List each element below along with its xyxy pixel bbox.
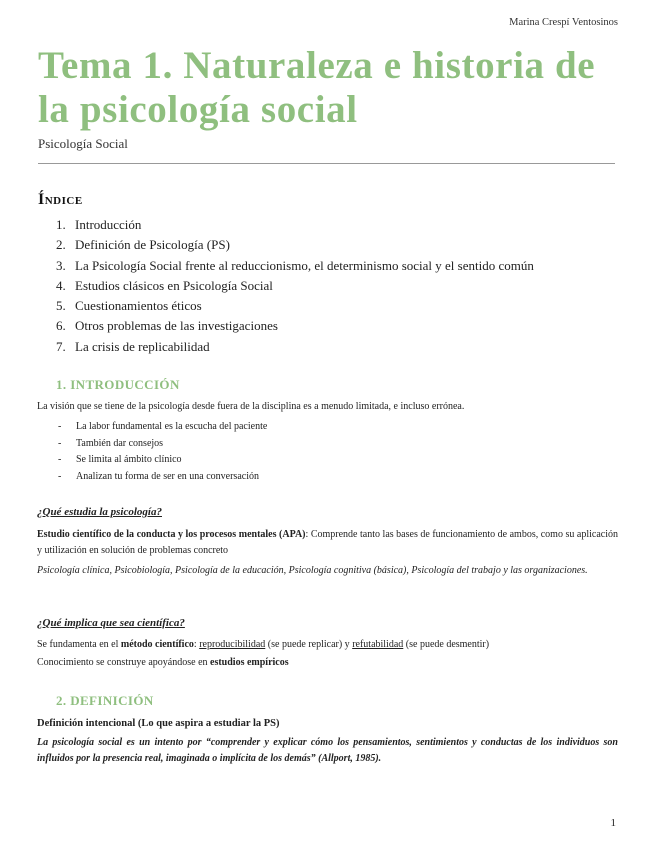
section-heading-definicion: 2. DEFINICIÓN <box>56 693 154 708</box>
index-item <box>56 256 534 276</box>
intro-paragraph: La visión que se tiene de la psicología desde fuera de la disciplina es a menudo limitada, e incluso errónea. <box>37 401 465 412</box>
definition-bold-term: Estudio científico de la conducta y los procesos mentales (APA) <box>37 529 306 540</box>
list-item-text: También dar consejos <box>76 437 164 449</box>
index-item <box>56 276 534 296</box>
list-item <box>58 452 267 469</box>
areas-paragraph: Psicología clínica, Psicobiología, Psicología de la educación, Psicología cognitiva (básica), Psicología del trabajo y las organizaciones. <box>37 565 588 576</box>
sci-text-e: (se puede replicar) y <box>265 639 353 650</box>
list-item-text: Analizan tu forma de ser en una conversación <box>76 470 259 482</box>
empirical-studies-term: estudios empíricos <box>210 657 289 668</box>
index-item-number: 1. <box>56 217 66 232</box>
index-item-label: La Psicología Social frente al reduccionismo, el determinismo social y el sentido común <box>75 257 534 273</box>
document-subtitle: Psicología Social <box>38 136 128 151</box>
index-item <box>56 296 534 316</box>
reproducibility-term: reproducibilidad <box>199 639 266 650</box>
definition-subheading: Definición intencional (Lo que aspira a estudiar la PS) <box>37 718 280 729</box>
sci-method-term: método científico <box>120 639 194 650</box>
bullet-dash: - <box>58 437 62 449</box>
list-item <box>58 436 267 453</box>
intro-bullet-list <box>58 419 267 485</box>
index-item-number: 2. <box>56 237 66 253</box>
index-item <box>56 235 534 255</box>
document-title: Tema 1. Naturaleza e historia de la psicología social <box>38 44 596 131</box>
sci-text-c: : <box>193 639 200 650</box>
bullet-dash: - <box>58 454 62 466</box>
index-item-label: Otros problemas de las investigaciones <box>75 318 278 334</box>
question-heading-que-estudia: ¿Qué estudia la psicología? <box>37 506 162 518</box>
index-item-label: Definición de Psicología (PS) <box>75 237 230 253</box>
list-item-text: La labor fundamental es la escucha del paciente <box>76 421 268 432</box>
index-item-number: 4. <box>56 277 66 293</box>
refutability-term: refutabilidad <box>352 639 404 650</box>
sci-text-g: (se puede desmentir) <box>403 639 490 650</box>
bullet-dash: - <box>58 421 62 432</box>
sci-text-a: Se fundamenta en el <box>37 639 121 650</box>
question-heading-que-implica: ¿Qué implica que sea científica? <box>37 617 185 629</box>
index-item <box>56 316 534 336</box>
index-heading: Índice <box>38 191 83 208</box>
definition-quote: La psicología social es un intento por “comprender y explicar cómo los pensamientos, sentimientos y conductas de los individuos son influidos por la presencia real, imaginada o implícita de los demás” (Allport, 1985). <box>37 737 618 764</box>
list-item <box>58 419 267 436</box>
index-item <box>56 215 534 235</box>
section-heading-introduccion: 1. INTRODUCCIÓN <box>56 377 180 392</box>
index-item-label: Introducción <box>75 217 142 232</box>
index-item-label: Cuestionamientos éticos <box>75 298 202 314</box>
index-item-label: La crisis de replicabilidad <box>75 338 210 354</box>
index-item <box>56 337 534 357</box>
bullet-dash: - <box>58 470 62 482</box>
index-item-number: 6. <box>56 318 66 334</box>
list-item-text: Se limita al ámbito clínico <box>76 454 182 466</box>
list-item <box>58 469 267 486</box>
index-item-number: 3. <box>56 257 66 273</box>
scientific-method-paragraph <box>37 637 618 653</box>
index-item-number: 7. <box>56 338 66 354</box>
index-list <box>56 215 534 357</box>
definition-paragraph <box>37 527 618 559</box>
index-item-label: Estudios clásicos en Psicología Social <box>75 277 273 293</box>
emp-text-a: Conocimiento se construye apoyándose en <box>37 657 211 668</box>
author-name: Marina Crespí Ventosinos <box>509 17 618 28</box>
empirical-paragraph <box>37 655 618 671</box>
page-number: 1 <box>610 817 616 829</box>
title-divider <box>38 163 615 164</box>
definition-rest: : Comprende tanto las bases de funcionamiento de ambos, como su aplicación y utilización en solución de problemas concreto <box>37 529 618 556</box>
index-item-number: 5. <box>56 298 66 314</box>
